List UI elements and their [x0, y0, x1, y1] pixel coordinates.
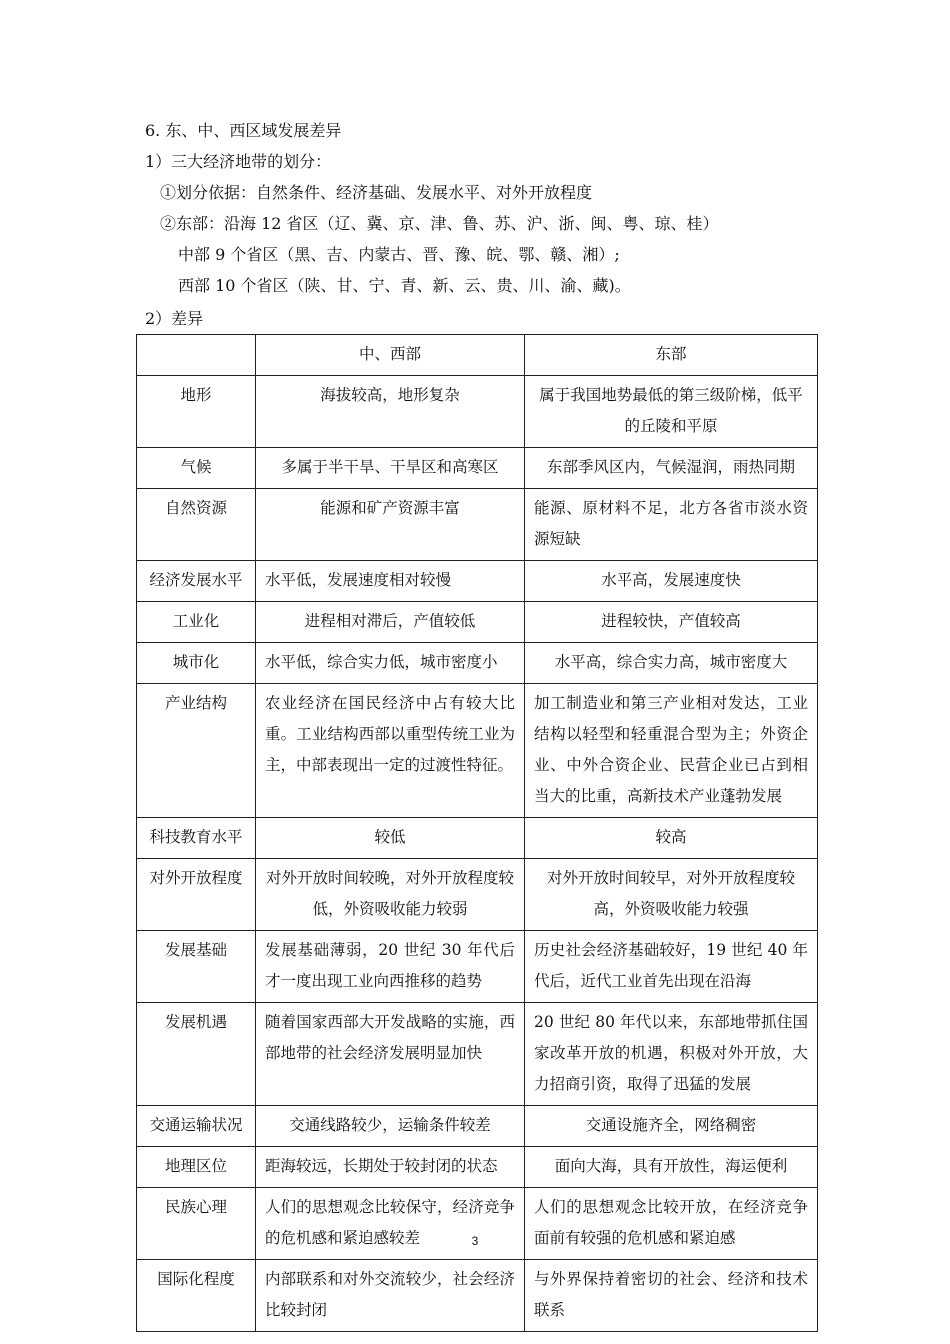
cell-eastern: 能源、原材料不足，北方各省市淡水资源短缺 — [525, 489, 818, 561]
row-label: 发展基础 — [137, 931, 256, 1003]
cell-eastern: 20 世纪 80 年代以来，东部地带抓住国家改革开放的机遇，积极对外开放，大力招商引资，取得了迅猛的发展 — [525, 1003, 818, 1106]
table-row — [137, 602, 818, 643]
cell-eastern: 历史社会经济基础较好，19 世纪 40 年代后，近代工业首先出现在沿海 — [525, 931, 818, 1003]
cell-central-western: 对外开放时间较晚，对外开放程度较低，外资吸收能力较弱 — [256, 859, 525, 931]
cell-eastern: 进程较快，产值较高 — [525, 602, 818, 643]
cell-central-western: 水平低，综合实力低，城市密度小 — [256, 643, 525, 684]
row-label: 国际化程度 — [137, 1260, 256, 1332]
row-label: 科技教育水平 — [137, 818, 256, 859]
cell-central-western: 内部联系和对外交流较少，社会经济比较封闭 — [256, 1260, 525, 1332]
row-label: 产业结构 — [137, 684, 256, 818]
table-row — [137, 684, 818, 818]
cell-eastern: 面向大海，具有开放性，海运便利 — [525, 1147, 818, 1188]
table-row — [137, 1147, 818, 1188]
table-row — [137, 448, 818, 489]
table-row — [137, 1188, 818, 1260]
cell-central-western: 农业经济在国民经济中占有较大比重。工业结构西部以重型传统工业为主，中部表现出一定的过渡性特征。 — [256, 684, 525, 818]
table-row — [137, 818, 818, 859]
cell-central-western: 较低 — [256, 818, 525, 859]
row-label: 发展机遇 — [137, 1003, 256, 1106]
row-label: 对外开放程度 — [137, 859, 256, 931]
cell-eastern: 人们的思想观念比较开放，在经济竞争面前有较强的危机感和紧迫感 — [525, 1188, 818, 1260]
cell-central-western: 进程相对滞后，产值较低 — [256, 602, 525, 643]
row-label: 地形 — [137, 376, 256, 448]
row-label: 经济发展水平 — [137, 561, 256, 602]
cell-eastern: 属于我国地势最低的第三级阶梯，低平的丘陵和平原 — [525, 376, 818, 448]
cell-central-western: 交通线路较少，运输条件较差 — [256, 1106, 525, 1147]
cell-central-western: 距海较远，长期处于较封闭的状态 — [256, 1147, 525, 1188]
cell-eastern: 较高 — [525, 818, 818, 859]
cell-central-western: 发展基础薄弱，20 世纪 30 年代后才一度出现工业向西推移的趋势 — [256, 931, 525, 1003]
section-heading: 6. 东、中、西区域发展差异 — [145, 121, 342, 140]
cell-eastern: 对外开放时间较早，对外开放程度较高，外资吸收能力较强 — [525, 859, 818, 931]
division-basis-line: ①划分依据：自然条件、经济基础、发展水平、对外开放程度 — [160, 183, 593, 202]
row-label: 交通运输状况 — [137, 1106, 256, 1147]
header-cell-eastern: 东部 — [525, 335, 818, 376]
cell-central-western: 水平低，发展速度相对较慢 — [256, 561, 525, 602]
subsection-title-differences: 2）差异 — [145, 309, 204, 328]
row-label: 城市化 — [137, 643, 256, 684]
page-number: 3 — [471, 1234, 479, 1248]
table-header-row — [137, 335, 818, 376]
cell-central-western: 人们的思想观念比较保守，经济竞争的危机感和紧迫感较差 — [256, 1188, 525, 1260]
comparison-table — [136, 334, 818, 1332]
row-label: 工业化 — [137, 602, 256, 643]
header-cell-blank — [137, 335, 256, 376]
row-label: 气候 — [137, 448, 256, 489]
table-row — [137, 561, 818, 602]
cell-eastern: 交通设施齐全，网络稠密 — [525, 1106, 818, 1147]
cell-central-western: 多属于半干旱、干旱区和高寒区 — [256, 448, 525, 489]
cell-eastern: 加工制造业和第三产业相对发达，工业结构以轻型和轻重混合型为主；外资企业、中外合资企业、民营企业已占到相当大的比重，高新技术产业蓬勃发展 — [525, 684, 818, 818]
subsection-title-division: 1）三大经济地带的划分： — [145, 152, 332, 171]
cell-eastern: 东部季风区内，气候湿润，雨热同期 — [525, 448, 818, 489]
table-row — [137, 859, 818, 931]
cell-central-western: 海拔较高，地形复杂 — [256, 376, 525, 448]
cell-eastern: 与外界保持着密切的社会、经济和技术联系 — [525, 1260, 818, 1332]
row-label: 自然资源 — [137, 489, 256, 561]
table-row — [137, 1106, 818, 1147]
row-label: 民族心理 — [137, 1188, 256, 1260]
cell-eastern: 水平高，综合实力高，城市密度大 — [525, 643, 818, 684]
table-row — [137, 489, 818, 561]
table-row — [137, 643, 818, 684]
row-label: 地理区位 — [137, 1147, 256, 1188]
central-region-line: 中部 9 个省区（黑、吉、内蒙古、晋、豫、皖、鄂、赣、湘）; — [178, 245, 620, 264]
cell-central-western: 随着国家西部大开发战略的实施，西部地带的社会经济发展明显加快 — [256, 1003, 525, 1106]
cell-central-western: 能源和矿产资源丰富 — [256, 489, 525, 561]
table-row — [137, 1003, 818, 1106]
table-row — [137, 376, 818, 448]
table-row — [137, 931, 818, 1003]
eastern-region-line: ②东部：沿海 12 省区（辽、冀、京、津、鲁、苏、沪、浙、闽、粤、琼、桂） — [160, 214, 719, 233]
cell-eastern: 水平高，发展速度快 — [525, 561, 818, 602]
table-row — [137, 1260, 818, 1332]
header-cell-central-western: 中、西部 — [256, 335, 525, 376]
western-region-line: 西部 10 个省区（陕、甘、宁、青、新、云、贵、川、渝、藏)。 — [178, 276, 631, 295]
